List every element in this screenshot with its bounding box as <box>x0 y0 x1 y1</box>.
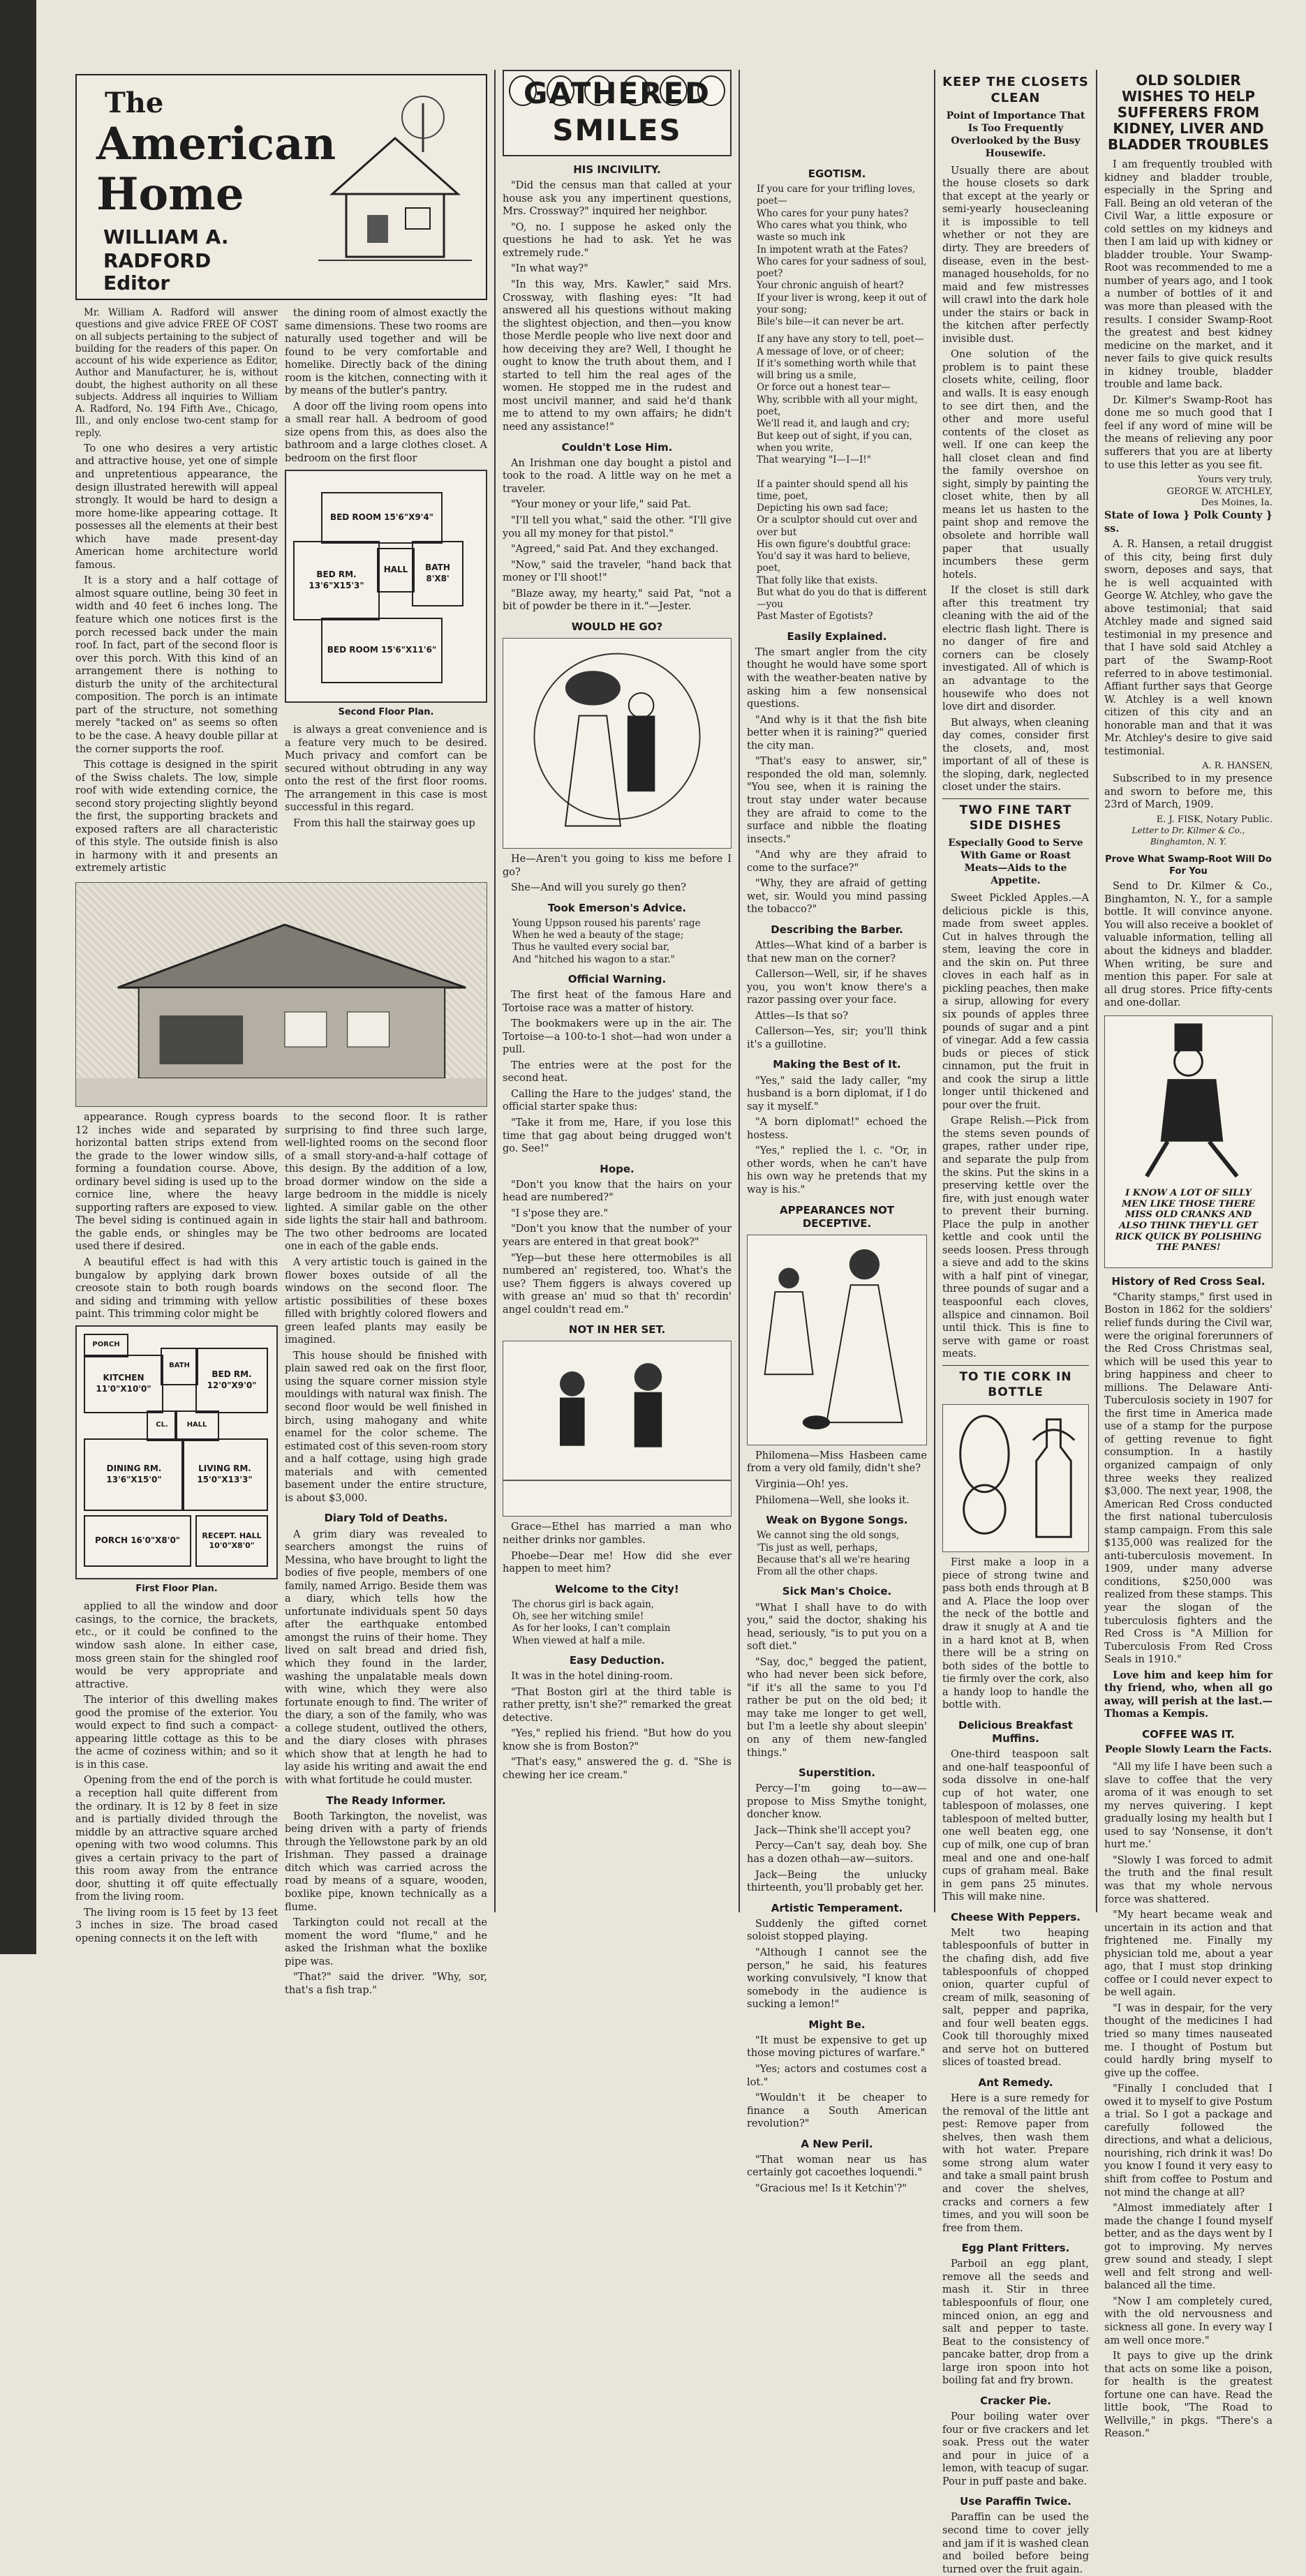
joke-text: "Yes," replied the l. c. "Or, in other words, when he can't have his own way he pretends that my way is his." <box>747 1145 927 1196</box>
joke-text: "I'll tell you what," said the other. "I'll give you all my money for that pistol." <box>503 514 732 539</box>
divider <box>942 798 1089 799</box>
joke-text: "Wouldn't it be cheaper to finance a South American revolution?" <box>747 2092 927 2130</box>
informer-headline: The Ready Informer. <box>326 1794 446 1807</box>
first-floor-plan <box>75 1325 278 1579</box>
article-para: applied to all the window and door casings, to the cornice, the brackets, etc., or it could be confined to the window sash alone. In either case, moss green stain for the shingled roof would be very appropriate and attractive. <box>75 1601 278 1690</box>
peril-headline: A New Peril. <box>801 2137 873 2150</box>
couple-cartoon-illustration <box>503 638 732 849</box>
swamp-root-ad-headline: OLD SOLDIER WISHES TO HELP SUFFERERS FROM KIDNEY, LIVER AND BLADDER TROUBLES <box>1107 72 1270 153</box>
american-home-lower-text <box>75 1111 487 2000</box>
ad-text: "Slowly I was forced to admit the truth and the final result was that my whole nervous force was shattered. <box>1104 1854 1272 1905</box>
article-para: Sweet Pickled Apples.—A delicious pickle is this, made from sweet apples. Cut in halves through the stem, leaving the core in and the skin on. Put three cloves in each half as in pickling peaches, then make a sirup, allowing for every six pounds of apples three pounds of sugar and a pint of vinegar. Add a few cassia buds or pieces of stick cinnamon, put the fruit in and cook the sirup a little longer until thickened and pour over the fruit. <box>942 893 1089 1111</box>
joke-text: Philomena—Well, she looks it. <box>755 1494 910 1506</box>
bygone-headline: Weak on Bygone Songs. <box>766 1514 908 1527</box>
joke-text: "Gracious me! Is it Ketchin'?" <box>755 2182 907 2194</box>
american-home-lower-right <box>285 1111 487 2000</box>
joke-text: "And why is it that the fish bite better when it is raining?" queried the city man. <box>747 714 927 752</box>
muffins-headline: Delicious Breakfast Muffins. <box>958 1718 1073 1745</box>
egotism-column <box>739 70 934 2194</box>
masthead-american: American <box>96 118 336 170</box>
ad-text: Dr. Kilmer's Swamp-Root has done me so much good that I feel if any word of mine will be the means of relieving any poor sufferers that you are at liberty to use this letter as you see fit. <box>1104 394 1272 471</box>
article-para: To one who desires a very artistic and attractive house, yet one of simple and unpretentious appearance, the design illustrated herewith will appeal strongly. It would be hard to design a more home-like appearing cottage. It possesses all the elements at their best which have made present-day American home architecture world famous. <box>75 442 278 571</box>
cartoon-caption: I KNOW A LOT OF SILLY MEN LIKE THOSE THERE MISS OLD CRANKS AND ALSO THINK THEY'LL GET RICK QUICK BY POLISHING THE PANES! <box>1115 1188 1262 1253</box>
tart-subhead: Especially Good to Serve With Game or Roast Meats—Aids to the Appetite. <box>948 837 1083 887</box>
joke-text: Phoebe—Dear me! How did she ever happen to meet him? <box>503 1550 732 1575</box>
joke-text: "That woman near us has certainly got cacoethes loquendi." <box>747 2154 927 2179</box>
joke-text: "Don't you know that the number of your years are entered in that great book?" <box>503 1223 732 1248</box>
article-para: The living room is 15 feet by 13 feet 3 inches in size. The broad cased opening connects it on the left with <box>75 1907 278 1945</box>
plan-room: CL. <box>147 1410 177 1441</box>
deduction-headline: Easy Deduction. <box>569 1653 665 1667</box>
joke-text: "Yep—but these here ottermobiles is all numbered an' registered, too. What's the use? Them figgers is always covered up with grease an' mud so that th' recordin' angel couldn't read em." <box>503 1252 732 1316</box>
informer-text: Tarkington could not recall at the moment the word "flume," and he asked the Irishman what the boxlike pipe was. <box>285 1917 487 1967</box>
best-headline: Making the Best of It. <box>773 1058 901 1071</box>
joke-text: "That's easy," answered the g. d. "She is chewing her ice cream." <box>503 1757 732 1781</box>
recipe-text: One-third teaspoon salt and one-half teaspoonful of soda dissolve in one-half cup of hot water, one tablespoon of molasses, one tablespoon of melted butter, one well beaten egg, one cup of milk, one cup of bran meal and one and one-half cups of graham meal. Bake in gem pans 25 minutes. This will make nine. <box>942 1749 1089 1903</box>
article-para: A door off the living room opens into a small rear hall. A bedroom of good size opens from this, as does also the bathroom and a large clothes closet. A bedroom on the first floor <box>285 401 487 465</box>
american-home-left-text <box>75 307 278 878</box>
ad-text: "Now I am completely cured, with the old nervousness and sickness all gone. In every way I am well once more." <box>1104 2295 1272 2346</box>
joke-text: Callerson—Well, sir, if he shaves you, you won't know there's a razor passing over your face. <box>747 969 927 1006</box>
would-he-go-headline: WOULD HE GO? <box>571 620 663 633</box>
cork-headline: TO TIE CORK IN BOTTLE <box>959 1369 1072 1399</box>
cartoon-man-drawing <box>1105 1016 1272 1184</box>
cottage-photo-illustration <box>75 882 487 1107</box>
ad-text: It pays to give up the drink that acts on some like a poison, for health is the greatest fortune one can have. Read the little book, "The Road to Wellville," in pkgs. "There's a Reason." <box>1104 2351 1272 2440</box>
plan-room: DINING RM. 13'6"X15'0" <box>84 1438 184 1511</box>
joke-text: "Why, they are afraid of getting wet, sir. Would you mind passing the tobacco?" <box>747 878 927 916</box>
joke-text: "O, no. I suppose he asked only the questions he had to ask. Yet he was extremely rude." <box>503 221 732 259</box>
joke-text: An Irishman one day bought a pistol and took to the road. A little way on he met a traveler. <box>503 457 732 495</box>
artistic-headline: Artistic Temperament. <box>771 1901 903 1914</box>
article-para: appearance. Rough cypress boards 12 inches wide and separated by horizontal batten strips extend from the grade to the lower window sills, forming a foundation course. Above, ordinary bevel siding is used up to the cornice line, where the heavy supporting rafters are exposed to view. The bevel siding is continued again in the gable ends, or shingles may be used there if desired. <box>75 1111 278 1253</box>
egotism-verse-cont: If any have any story to tell, poet— A message of love, or of cheer; If it's something worth while that will bring us a smile, Or force out a honest tear— Why, scribble with all your might, poet, We'll read it, and laugh and cry; But keep out of sight, if you can, when you write, That wearying "I—I—I!" If a painter should spend all his time, poet, Depicting his own sad face; Or a sculptor should cut over and over but His own figure's doubtful grace: You'd say it was hard to believe, poet, That folly like that exists. But what do you do that is different—you Past Master of Egotists? <box>757 334 927 623</box>
coffee-subhead: People Slowly Learn the Facts. <box>1104 1744 1272 1756</box>
ant-headline: Ant Remedy. <box>978 2076 1053 2089</box>
plan-room: HALL <box>175 1410 219 1441</box>
household-column <box>934 70 1096 2575</box>
recipe-text: Pour boiling water over four or five crackers and let soak. Press out the water and pour in juice of a lemon, with teacup of sugar. Pour in puff paste and bake. <box>942 2411 1089 2487</box>
closets-headline: KEEP THE CLOSETS CLEAN <box>942 75 1089 106</box>
article-para: From this hall the stairway goes up <box>293 818 475 830</box>
silly-men-cartoon <box>1104 1015 1272 1268</box>
ad-signature: GEORGE W. ATCHLEY, <box>1166 486 1272 497</box>
ad-signature: A. R. HANSEN, <box>1202 761 1272 772</box>
masthead-editor-label: Editor <box>103 271 170 295</box>
egg-plant-headline: Egg Plant Fritters. <box>961 2242 1070 2255</box>
ad-affidavit: A. R. Hansen, a retail druggist of this city, being first duly sworn, deposes and says, that he is well acquainted with George W. Atchley, who gave the above testimonial; that said Atchley made and signed said testimonial in my presence and that I have sold said Atchley a part of the Swamp-Root referred to in above testimonial. Affiant further says that George W. Atchley is a well known citizen of this city and an honorable man and that it was Mr. Atchley's desire to give said testimonial. <box>1104 539 1272 757</box>
informer-text: Booth Tarkington, the novelist, was being driven with a party of friends through the Yellowstone park by an old Irishman. They passed a drainage ditch which was carried across the road by means of a square, wooden, boxlike pipe, known technically as a flume. <box>285 1810 487 1913</box>
red-cross-headline: History of Red Cross Seal. <box>1111 1274 1266 1288</box>
joke-text: "Say, doc," begged the patient, who had never been sick before, "if it's all the same to you I'd rather be put on the old bed; it may take me longer to get well, but I'm a leetle shy about sleepin' on any of them new-fangled things." <box>747 1656 927 1759</box>
joke-text: Attles—What kind of a barber is that new man on the corner? <box>747 940 927 965</box>
joke-text: "Your money or your life," said Pat. <box>511 499 691 511</box>
article-para: "Charity stamps," first used in Boston in 1862 for the soldiers' relief funds during the Civil war, were the original forerunners of the Red Cross Christmas seal, which will be used this year to bring happiness and cheer to millions. The Delaware Anti-Tuberculosis society in 1907 for the first time in America made use of a stamp for the purpose of getting revenue to fight consumption. In a hastily organized campaign of only three weeks they realized $3,000. The next year, 1908, the American Red Cross conducted the first national tuberculosis stamp campaign. From this sale $135,000 was realized for the anti-tuberculosis movement. In 1909, under many adverse conditions, $250,000 was realized from these stamps. This year the slogan of the tuberculosis fighters and the Red Cross is "A Million for Tuberculosis From Red Cross Seals in 1910." <box>1104 1291 1272 1666</box>
barber-headline: Describing the Barber. <box>771 923 903 936</box>
joke-text: "Agreed," said Pat. And they exchanged. <box>511 544 719 556</box>
plan-room: BED RM. 13'6"X15'3" <box>293 541 380 620</box>
plan-room: RECEPT. HALL 10'0"X8'0" <box>195 1515 268 1567</box>
article-para: This house should be finished with plain sawed red oak on the first floor, using the square corner mission style mouldings with natural wax finish. The second floor would be well finished in birch, using mahogany and white enamel for the color scheme. The estimated cost of this seven-room story and a half cottage, using high grade materials and with cemented basement under the entire structure, is about $3,000. <box>285 1350 487 1504</box>
joke-text: Jack—Think she'll accept you? <box>755 1824 911 1836</box>
emerson-headline: Took Emerson's Advice. <box>547 901 687 914</box>
plan-room: KITCHEN 11'0"X10'0" <box>84 1355 163 1413</box>
not-in-her-set-headline: NOT IN HER SET. <box>568 1323 666 1337</box>
plan-room: BATH 8'X8' <box>412 541 463 606</box>
incivility-headline: HIS INCIVILITY. <box>573 163 661 176</box>
tart-headline: TWO FINE TART SIDE DISHES <box>959 803 1072 833</box>
joke-text: Callerson—Yes, sir; you'll think it's a guillotine. <box>747 1026 927 1050</box>
divider <box>942 1365 1089 1366</box>
welcome-verse: The chorus girl is back again, Oh, see her witching smile! As for her looks, I can't complain When viewed at half a mile. <box>512 1598 671 1646</box>
gathered-smiles-column <box>494 70 739 1912</box>
ad-text: "My heart became weak and uncertain in its action and that frightened me. Finally my physician told me, about a year ago, that I must stop drinking coffee or I could never expect to be well again. <box>1104 1909 1272 1999</box>
women-dog-cartoon <box>747 1235 927 1445</box>
article-para: The interior of this dwelling makes good the promise of the exterior. You would expect to find such a compact-appearing little cottage as this to be the acme of coziness within; and so it is in this case. <box>75 1695 278 1771</box>
masthead-home: Home <box>96 168 244 221</box>
egotism-verse: If you care for your trifling loves, poet— Who cares for your puny hates? Who cares what you think, who waste so much ink In impotent wrath at the Fates? Who cares for your sadness of soul, poet? Your chronic anguish of heart? If your liver is wrong, keep it out of your song; Bile's bile—it can never be art. <box>757 184 927 328</box>
closets-subhead: Point of Importance That Is Too Frequently Overlooked by the Busy Housewife. <box>946 110 1085 159</box>
joke-text: Jack—Being the unlucky thirteenth, you'll probably get her. <box>747 1869 927 1894</box>
article-para: Usually there are about the house closets so dark that except at the yearly or semi-yearly housecleaning it is impossible to tell whether or not they are dirty. They are breeders of disease, even in the best-managed households, for no maid and few mistresses will crawl into the dark hole under the stairs or back in the kitchen after perfectly invisible dust. <box>942 165 1089 345</box>
egotism-headline: EGOTISM. <box>808 167 866 180</box>
knot-drawing <box>943 1405 1088 1551</box>
sick-headline: Sick Man's Choice. <box>782 1585 892 1598</box>
plan-room: PORCH 16'0"X8'0" <box>84 1515 191 1567</box>
article-para: If the closet is still dark after this treatment try cleaning with the aid of the electric flash light. There is no danger of fire and corners can be closely investigated. All of which is an advantage to the housewife who does not love dirt and disorder. <box>942 585 1089 713</box>
joke-text: "Yes," said the lady caller, "my husband is a born diplomat, if I do say it myself." <box>747 1075 927 1112</box>
article-para: A beautiful effect is had with this bungalow by applying dark brown creosote stain to both rough boards and siding and trimming with yellow paint. This trimming color might be <box>75 1256 278 1320</box>
joke-text: "And why are they afraid to come to the surface?" <box>747 849 927 874</box>
welcome-headline: Welcome to the City! <box>555 1582 679 1595</box>
cracker-pie-headline: Cracker Pie. <box>980 2394 1051 2407</box>
recipe-text: Parboil an egg plant, remove all the seeds and mash it. Stir in three tablespoonfuls of flour, one minced onion, an egg and salt and pepper to taste. Beat to the consistency of pancake batter, drop from a large iron spoon into hot boiling fat and fry brown. <box>942 2258 1089 2387</box>
informer-text: "That?" said the driver. "Why, sor, that's a fish trap." <box>285 1972 487 1996</box>
hope-headline: Hope. <box>600 1162 635 1175</box>
article-para: But always, when cleaning day comes, consider first the closets, and, most important of all of these is the sloping, dark, neglected closet under the stairs. <box>942 717 1089 794</box>
american-home-right-text <box>285 307 487 878</box>
second-floor-caption: Second Floor Plan. <box>338 706 434 717</box>
joke-text: "Although I cannot see the person," he said, his features working convulsively, "I know that somebody in the audience is sucking a lemon!" <box>747 1946 927 2011</box>
recipe-text: Here is a sure remedy for the removal of the little ant pest: Remove paper from shelves, then wash them with hot water. Prepare some strong alum water and take a small paint brush and cover the shelves, cracks and corners a few times, and you will soon be free from them. <box>942 2093 1089 2234</box>
recipe-text: Paraffin can be used the second time to cover jelly and jam if it is washed clean and boiled before being turned over the fruit again. <box>942 2512 1089 2575</box>
official-warning-headline: Official Warning. <box>567 972 667 985</box>
joke-text: "Take it from me, Hare, if you lose this time that gag about being drugged won't go. See!" <box>503 1117 732 1155</box>
article-para: It is a story and a half cottage of almost square outline, being 30 feet in width and 40 feet 6 inches long. The feature which one notices first is the porch recessed back under the main roof. In fact, part of the second floor is over this porch. With this kind of an arrangement there is nothing to disturb the unity of the architectural composition. The porch is an intimate part of the structure, not something merely "tacked on" as seems so often to be the case. A heavy double pillar at the corner supports the roof. <box>75 575 278 755</box>
coffee-headline: COFFEE WAS IT. <box>1142 1727 1235 1741</box>
bottle-knot-diagram <box>942 1404 1089 1552</box>
joke-text: Attles—Is that so? <box>755 1010 848 1022</box>
bygone-verse: We cannot sing the old songs, 'Tis just as well, perhaps, Because that's all we're hearing From all the other chaps. <box>757 1530 910 1578</box>
joke-text: "What I shall have to do with you," said the doctor, shaking his head, seriously, "is to put you on a soft diet." <box>747 1602 927 1653</box>
joke-text: The bookmakers were up in the air. The Tortoise—a 100-to-1 shot—had won under a pull. <box>503 1018 732 1056</box>
joke-text: Grace—Ethel has married a man who neither drinks nor gambles. <box>503 1521 732 1546</box>
joke-text: "Now," said the traveler, "hand back that money or I'll shoot!" <box>503 559 732 584</box>
article-para: One solution of the problem is to paint these closets white, ceiling, floor and walls. It is easy enough to see dirt then, and the other and more useful contents of the closet as well. If one can keep the hall closet clean and find the family overshoe on sight, simply by painting the closet white, then by all means let us hasten to the paint shop and remove the obsolete and horrible wall paper that usually incumbers these germ hotels. <box>942 349 1089 581</box>
recipe-text: Melt two heaping tablespoonfuls of butter in the chafing dish, add five tablespoonfuls of chopped onion, quarter cupful of cream of milk, seasoning of salt, pepper and paprika, and four well beaten eggs. Cook till thoroughly mixed and serve hot on buttered slices of toasted bread. <box>942 1927 1089 2069</box>
explained-headline: Easily Explained. <box>787 630 887 643</box>
plan-room: BED ROOM 15'6"X9'4" <box>321 492 443 544</box>
cant-lose-headline: Couldn't Lose Him. <box>561 440 673 454</box>
ad-signature: Des Moines, Ia. <box>1201 498 1272 509</box>
house-sketch-illustration <box>318 89 472 285</box>
joke-text: The smart angler from the city thought he would have some sport with the weather-beaten native by asking him a few nonsensical questions. <box>747 646 927 710</box>
cheese-headline: Cheese With Peppers. <box>951 1910 1081 1923</box>
joke-text: "Don't you know that the hairs on your head are numbered?" <box>503 1179 732 1204</box>
plan-room: HALL <box>377 548 415 593</box>
bathing-women-cartoon <box>503 1341 732 1517</box>
joke-text: "In what way?" <box>511 263 588 275</box>
columns <box>68 70 1279 2575</box>
cottage-drawing <box>76 883 487 1106</box>
plan-room: LIVING RM. 15'0"X13'3" <box>181 1438 268 1511</box>
second-floor-plan <box>285 470 487 703</box>
gathered-smiles-banner <box>503 70 732 156</box>
prove-headline: Prove What Swamp-Root Will Do For You <box>1105 854 1272 877</box>
ad-signature: Yours very truly, <box>1197 475 1272 486</box>
diary-headline: Diary Told of Deaths. <box>324 1512 448 1525</box>
american-home-upper-text <box>75 307 487 878</box>
first-floor-caption: First Floor Plan. <box>135 1583 218 1594</box>
ad-text: "All my life I have been such a slave to coffee that the very aroma of it was enough to set my nerves quivering. I kept gradually losing my health but I used to say 'Nonsense, it don't hurt me.' <box>1104 1762 1272 1851</box>
joke-text: He—Aren't you going to kiss me before I go? <box>503 853 732 878</box>
plan-room: PORCH <box>84 1334 128 1357</box>
joke-text: Philomena—Miss Hasbeen came from a very old family, didn't she? <box>747 1450 927 1475</box>
joke-text: "I s'pose they are." <box>511 1207 609 1219</box>
ad-text: "I was in despair, for the very thought of the medicines I had tried so many times nauseated me. I thought of Postum but could hardly bring myself to give up the coffee. <box>1104 2002 1272 2079</box>
joke-text: "It must be expensive to get up those moving pictures of warfare." <box>747 2034 927 2060</box>
joke-text: It was in the hotel dining-room. <box>511 1671 674 1683</box>
joke-text: "In this way, Mrs. Kawler," said Mrs. Crossway, with flashing eyes: "It had answered all his questions without making the slightest objection, and then—you know those Merdle people who live next door and how deceiving they are? Well, I thought he ought to know the truth about them, and I started to tell him the real ages of the women. He stopped me in the rudest and most uncivil manner, and said he'd thank me to attend to my own affairs; he didn't need any assistance!" <box>503 279 732 433</box>
joke-text: "That's easy to answer, sir," responded the old man, solemnly. "You see, when it is raining the trout stay under water because they are afraid to come to the surface and nibble the floating insects." <box>747 756 927 845</box>
ad-text: Send to Dr. Kilmer & Co., Binghamton, N. Y., for a sample bottle. It will convince anyone. You will also receive a booklet of valuable information, telling all about the kidneys and bladder. When writing, be sure and mention this paper. For sale at all drug stores. Price fifty-cents and one-dollar. <box>1104 881 1272 1009</box>
joke-text: "That Boston girl at the third table is rather pretty, isn't she?" remarked the great detective. <box>503 1686 732 1724</box>
plan-room: BATH <box>161 1348 198 1385</box>
kempis-quote: Love him and keep him for thy friend, who, when all go away, will perish at the last.—Thomas a Kempis. <box>1104 1669 1272 1720</box>
radford-intro: Mr. William A. Radford will answer questions and give advice FREE OF COST on all subjects pertaining to the subject of building for the readers of this paper. On account of his wide experience as Editor, Author and Manufacturer, he is, without doubt, the highest authority on all these subjects. Address all inquiries to William A. Radford, No. 194 Fifth Ave., Chicago, Ill., and only enclose two-cent stamp for reply. <box>75 307 278 439</box>
joke-text: The first heat of the famous Hare and Tortoise race was a matter of history. <box>503 990 732 1014</box>
ad-state: State of Iowa } Polk County } ss. <box>1104 509 1272 535</box>
joke-text: "Yes; actors and costumes cost a lot." <box>747 2063 927 2088</box>
joke-text: Virginia—Oh! yes. <box>755 1479 849 1491</box>
superstition-headline: Superstition. <box>798 1766 876 1780</box>
joke-text: The entries were at the post for the second heat. <box>503 1059 732 1085</box>
joke-text: "Yes," replied his friend. "But how do you know she is from Boston?" <box>503 1728 732 1752</box>
masthead-the: The <box>105 87 164 119</box>
article-para: First make a loop in a piece of strong twine and pass both ends through at B and A. Place the loop over the neck of the bottle and draw it snugly at A and tie in a hard knot at B, when there will be a string on both sides of the bottle to tie firmly over the cork, also a handy loop to handle the bottle with. <box>942 1557 1089 1711</box>
american-home-lower-left <box>75 1111 278 2000</box>
joke-text: "A born diplomat!" echoed the hostess. <box>747 1117 927 1141</box>
bathing-women-drawing <box>503 1341 731 1516</box>
masthead-editor-name-2: RADFORD <box>103 249 212 272</box>
ad-text: I am frequently troubled with kidney and bladder trouble, especially in the Spring and Fall. Being an old veteran of the Civil War, a little exposure or cold settles on my kidneys and then I am laid up with kidney or bladder trouble. Your Swamp-Root was recommended to me a number of years ago, and I took a number of bottles of it and was more than pleased with the results. I consider Swamp-Root the greatest and best kidney medicine on the market, and it never fails to give quick results in kidney trouble, bladder trouble and lame back. <box>1104 159 1272 391</box>
ad-text: "Almost immediately after I made the change I found myself better, and as the days went by I got to improving. My nerves grew sound and steady, I slept well and felt strong and well-balanced all the time. <box>1104 2203 1272 2292</box>
ad-sworn: Subscribed to in my presence and sworn to before me, this 23rd of March, 1909. <box>1104 773 1272 811</box>
diary-text: A grim diary was revealed to searchers amongst the ruins of Messina, who have brought to light the bodies of five people, members of one family, named Arrigo. Beside them was a diary, which tells how the unfortunate individuals spent 50 days after the earthquake entombed amongst the ruins of their home. They lived on salt bread and dried fish, which they found in the larder, washing the unpalatable meals down with wine, which they were also fortunate enough to find. The writer of the diary, a son of the family, who was a college student, outlived the others, and the diary closes with phrases which show that at length he had to lay aside his writing and await the end with what fortitude he could muster. <box>285 1528 487 1786</box>
ad-letter-to: Letter to Dr. Kilmer & Co., Binghamton, N. Y. <box>1131 826 1245 847</box>
emerson-verse: Young Uppson roused his parents' rage When he wed a beauty of the stage; Thus he vaulted every social bar, And "hitched his wagon to a star." <box>512 917 701 965</box>
paraffin-headline: Use Paraffin Twice. <box>960 2495 1071 2508</box>
joke-text: Percy—I'm going to—aw—propose to Miss Smythe tonight, doncher know. <box>747 1783 927 1821</box>
article-para: Grape Relish.—Pick from the stems seven pounds of grapes, rather under ripe, and separate the pulp from the skins. Put the skins in a preserving kettle over the fire, with just enough water to prevent their burning. Place the pulp in another kettle and cook until the seeds loosen. Press through a sieve and add to the skins with a half pint of vinegar, three pounds of sugar and a teaspoonful each cloves, allspice and cinnamon. Boil until thick. This is fine to serve with game or roast meats. <box>942 1115 1089 1360</box>
joke-text: Percy—Can't say, deah boy. She has a dozen othah—aw—suitors. <box>747 1840 927 1866</box>
plan-room: BED RM. 12'0"X9'0" <box>195 1348 268 1413</box>
might-be-headline: Might Be. <box>808 2018 866 2031</box>
ad-notary: E. J. FISK, Notary Public. <box>1156 814 1272 825</box>
joke-text: Suddenly the gifted cornet soloist stopped playing. <box>747 1918 927 1943</box>
article-para: the dining room of almost exactly the same dimensions. These two rooms are naturally used together and will be found to be very comfortable and homelike. Directly back of the dining room is the kitchen, connecting with it by means of the butler's pantry. <box>285 308 487 397</box>
joke-text: "Did the census man that called at your house ask you any impertinent questions, Mrs. Crossway?" inquired her neighbor. <box>503 180 732 218</box>
joke-text: Calling the Hare to the judges' stand, the official starter spake thus: <box>503 1088 732 1113</box>
couple-drawing <box>503 639 731 848</box>
plan-room: BED ROOM 15'6"X11'6" <box>321 618 443 683</box>
american-home-masthead <box>75 74 487 300</box>
masthead-editor-name-1: WILLIAM A. <box>103 225 229 248</box>
appearances-headline: APPEARANCES NOT DECEPTIVE. <box>780 1203 894 1230</box>
article-para: is always a great convenience and is a feature very much to be desired. Much privacy and comfort can be secured without obtruding in any way onto the rest of the first floor rooms. The arrangement in this case is most successful in this regard. <box>285 724 487 814</box>
banner-title: GATHERED SMILES <box>523 75 711 148</box>
banner-spacer <box>747 70 927 161</box>
advertisement-column <box>1096 70 1279 2440</box>
american-home-column <box>68 70 494 1996</box>
joke-text: "Blaze away, my hearty," said Pat, "not a bit of powder be there in it."—Jester. <box>503 588 732 613</box>
article-para: This cottage is designed in the spirit of the Swiss chalets. The low, simple roof with wide extending cornice, the second story projecting slightly beyond the first, the supporting brackets and exposed rafters are all characteristic of this style. The outside finish is also in harmony with it and presents an extremely artistic <box>75 759 278 874</box>
article-para: A very artistic touch is gained in the flower boxes outside of all the windows on the second floor. The artistic possibilities of these boxes filled with brightly colored flowers and green leafed plants may easily be imagined. <box>285 1256 487 1346</box>
joke-text: She—And will you surely go then? <box>511 882 687 894</box>
ad-text: "Finally I concluded that I owed it to myself to give Postum a trial. So I got a package and carefully followed the directions, and what a delicious, nourishing, rich drink it was! Do you know I found it very easy to shift from coffee to Postum and not mind the change at all? <box>1104 2083 1272 2198</box>
women-dog-drawing <box>748 1235 926 1445</box>
article-para: Opening from the end of the porch is a reception hall quite different from the ordinary. It is 12 by 8 feet in size and is partially divided through the middle by an attractive square arched opening with two wood columns. This gives a certain privacy to the part of this room away from the entrance door, shutting it off quite effectually from the living room. <box>75 1775 278 1903</box>
article-para: to the second floor. It is rather surprising to find three such large, well-lighted rooms on the second floor of a small story-and-a-half cottage of this design. By the addition of a low, broad dormer window on the side a large bedroom in the middle is nicely lighted. A similar gable on the other side lights the stair hall and bathroom. The two other bedrooms are located one in each of the gable ends. <box>285 1111 487 1253</box>
